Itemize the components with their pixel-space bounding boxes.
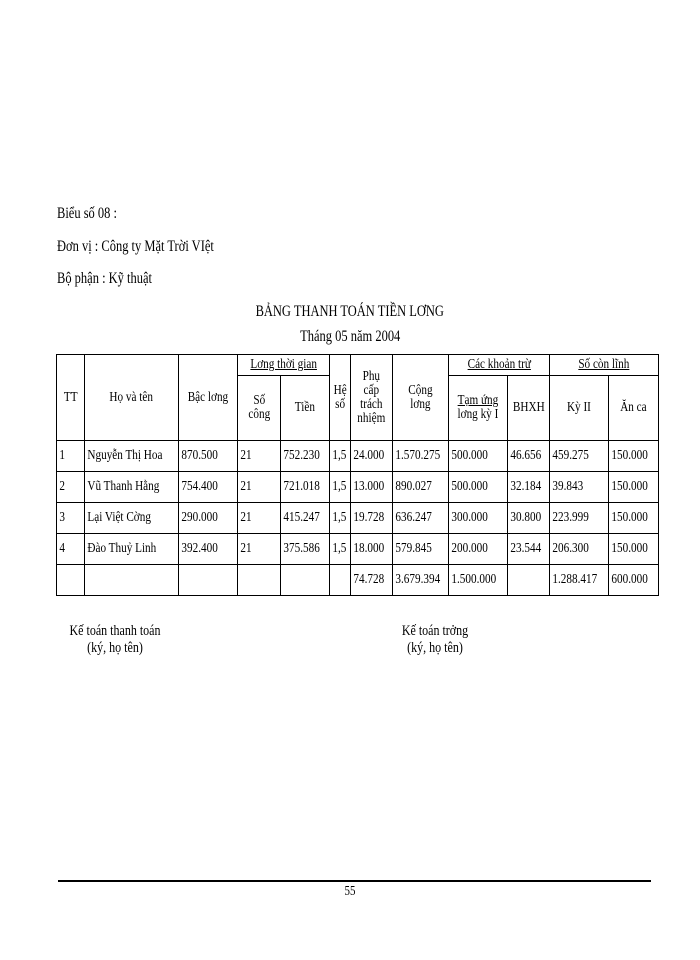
- cell-meal: 150.000: [609, 534, 659, 565]
- cell-tt: 4: [57, 534, 85, 565]
- col-total-salary: Cộng lơng: [392, 355, 448, 441]
- table-row: [57, 534, 659, 565]
- cell-days: 21: [237, 441, 281, 472]
- department-line: Bộ phận : Kỹ thuật: [57, 270, 152, 287]
- totals-cell-empty: [57, 565, 85, 596]
- cell-name: Nguyễn Thị Hoa: [85, 441, 178, 472]
- header-row-1: [57, 355, 659, 376]
- col-meal: Ăn ca: [609, 376, 659, 441]
- cell-base: 290.000: [178, 503, 237, 534]
- cell-coef: 1,5: [330, 441, 351, 472]
- cell-period2: 206.300: [550, 534, 609, 565]
- cell-tt: 1: [57, 441, 85, 472]
- cell-name: Lại Việt Cờng: [85, 503, 178, 534]
- cell-name: Vũ Thanh Hằng: [85, 472, 178, 503]
- cell-period2: 39.843: [550, 472, 609, 503]
- cell-bhxh: 23.544: [507, 534, 550, 565]
- cell-days: 21: [237, 503, 281, 534]
- totals-cell-empty: [237, 565, 281, 596]
- cell-base: 870.500: [178, 441, 237, 472]
- cell-total: 636.247: [392, 503, 448, 534]
- unit-line: Đơn vị : Công ty Mặt Trời VIệt: [57, 238, 214, 255]
- cell-advance: 500.000: [448, 472, 507, 503]
- cell-base: 392.400: [178, 534, 237, 565]
- cell-period2: 459.275: [550, 441, 609, 472]
- data-rows: [57, 441, 659, 565]
- cell-amount: 721.018: [281, 472, 330, 503]
- cell-meal: 150.000: [609, 441, 659, 472]
- cell-total: 1.570.275: [392, 441, 448, 472]
- totals-meal: 600.000: [609, 565, 659, 596]
- cell-name: Đào Thuỷ Linh: [85, 534, 178, 565]
- totals-cell-empty: [85, 565, 178, 596]
- col-group-deductions: Các khoản trừ: [448, 355, 550, 376]
- cell-bhxh: 30.800: [507, 503, 550, 534]
- totals-cell-empty: [178, 565, 237, 596]
- cell-allowance: 19.728: [351, 503, 393, 534]
- cell-total: 579.845: [392, 534, 448, 565]
- totals-allowance: 74.728: [351, 565, 393, 596]
- col-period2: Kỳ II: [550, 376, 609, 441]
- col-group-remaining: Số còn lĩnh: [550, 355, 659, 376]
- col-group-time-salary: Lơng thời gian: [237, 355, 329, 376]
- cell-allowance: 13.000: [351, 472, 393, 503]
- cell-advance: 500.000: [448, 441, 507, 472]
- table-row: [57, 472, 659, 503]
- col-name: Họ và tên: [85, 355, 178, 441]
- cell-amount: 752.230: [281, 441, 330, 472]
- col-work-days: Số công: [237, 376, 281, 441]
- table-row: [57, 503, 659, 534]
- cell-bhxh: 32.184: [507, 472, 550, 503]
- col-advance: Tạm ứng lơng kỳ I: [448, 376, 507, 441]
- cell-coef: 1,5: [330, 503, 351, 534]
- totals-cell-empty: [507, 565, 550, 596]
- col-coefficient: Hệ số: [330, 355, 351, 441]
- document-subtitle: Tháng 05 năm 2004: [299, 328, 401, 345]
- cell-period2: 223.999: [550, 503, 609, 534]
- payroll-table: [56, 354, 659, 596]
- cell-total: 890.027: [392, 472, 448, 503]
- totals-advance: 1.500.000: [448, 565, 507, 596]
- totals-period2: 1.288.417: [550, 565, 609, 596]
- cell-coef: 1,5: [330, 534, 351, 565]
- cell-tt: 3: [57, 503, 85, 534]
- cell-coef: 1,5: [330, 472, 351, 503]
- document-title: BẢNG THANH TOÁN TIỀN LƠNG: [255, 303, 445, 320]
- cell-base: 754.400: [178, 472, 237, 503]
- cell-days: 21: [237, 472, 281, 503]
- page-number: 55: [344, 884, 356, 899]
- signature-chief-accountant: Kế toán trởng (ký, họ tên): [401, 623, 469, 656]
- cell-bhxh: 46.656: [507, 441, 550, 472]
- cell-advance: 300.000: [448, 503, 507, 534]
- col-insurance: BHXH: [507, 376, 550, 441]
- totals-cell-empty: [281, 565, 330, 596]
- col-tt: TT: [57, 355, 85, 441]
- col-base-salary: Bậc lơng: [178, 355, 237, 441]
- cell-allowance: 24.000: [351, 441, 393, 472]
- cell-meal: 150.000: [609, 503, 659, 534]
- cell-amount: 415.247: [281, 503, 330, 534]
- cell-meal: 150.000: [609, 472, 659, 503]
- cell-days: 21: [237, 534, 281, 565]
- table-row: [57, 441, 659, 472]
- cell-advance: 200.000: [448, 534, 507, 565]
- cell-allowance: 18.000: [351, 534, 393, 565]
- footer-rule: [58, 880, 651, 882]
- signature-payroll-accountant: Kế toán thanh toán (ký, họ tên): [69, 623, 161, 656]
- form-number: Biểu số 08 :: [57, 205, 117, 222]
- col-allowance: Phụ cấp trách nhiệm: [351, 355, 393, 441]
- totals-total: 3.679.394: [392, 565, 448, 596]
- totals-cell-empty: [330, 565, 351, 596]
- cell-tt: 2: [57, 472, 85, 503]
- col-amount: Tiền: [281, 376, 330, 441]
- cell-amount: 375.586: [281, 534, 330, 565]
- totals-row: [57, 565, 659, 596]
